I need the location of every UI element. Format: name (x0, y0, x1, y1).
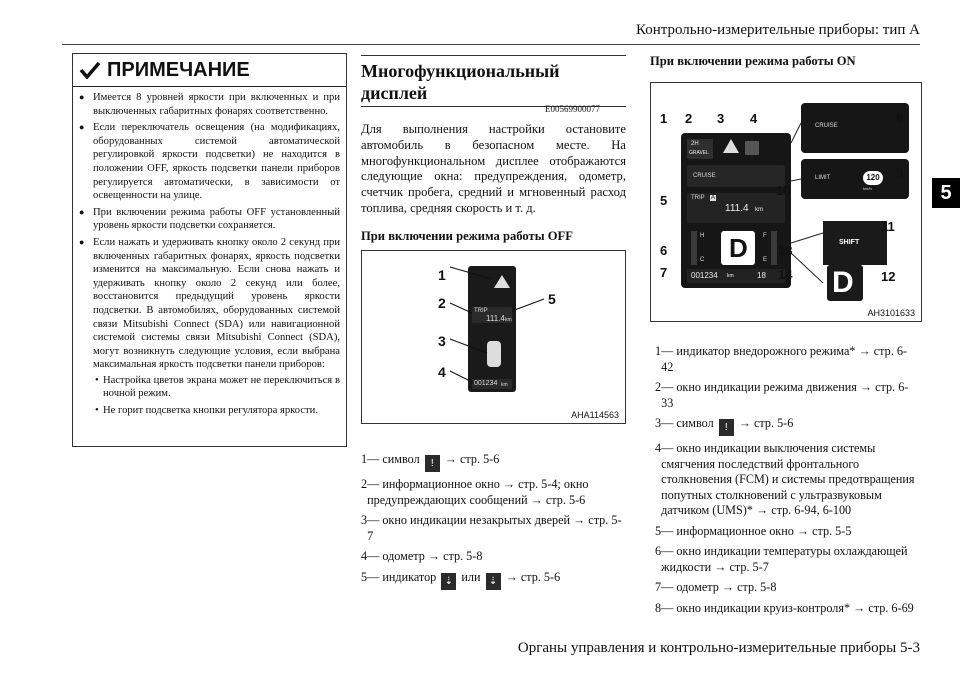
callout: 2 (438, 295, 446, 311)
callout: 9 (896, 165, 904, 180)
drive-mode-label: 2H (691, 141, 699, 147)
warning-icon: ! (425, 455, 440, 472)
legend-text-part: — символ (661, 416, 717, 430)
legend-text (367, 452, 626, 472)
legend-item (655, 524, 917, 540)
limit-value: 120 (863, 171, 883, 185)
legend-item (655, 344, 917, 375)
page-header: Контрольно-измерительные приборы: тип А (635, 22, 920, 38)
legend-text-part: — индикатор (367, 569, 440, 584)
gear-large: D (832, 266, 854, 299)
callout: 14 (778, 267, 793, 282)
legend-item (655, 580, 917, 596)
note-header (73, 54, 346, 87)
legend-num: 5 (361, 569, 368, 584)
callout: 4 (438, 364, 446, 380)
callout: 3 (717, 111, 725, 126)
callout: 12 (881, 269, 896, 284)
note-subitem: • Настройка цветов экрана может не переключиться в ночной режим. (93, 374, 340, 401)
cruise-label: CRUISE (693, 173, 716, 179)
chapter-tab: 5 (932, 178, 960, 208)
fuel-full: F (763, 233, 767, 239)
legend-item (655, 601, 917, 617)
section-code: E00569900077 (545, 104, 600, 114)
legend-num: 4 (655, 441, 662, 455)
figure-code: AHA114563 (571, 410, 619, 420)
callout: 4 (750, 111, 758, 126)
legend-item (361, 513, 626, 544)
legend-num: 2 (655, 380, 662, 394)
callout: 6 (660, 243, 668, 258)
callout: 11 (881, 219, 895, 234)
legend-text: — окно индикации круиз-контроля* → стр. 6-69 (661, 600, 914, 615)
legend-num: 5 (655, 523, 662, 538)
legend-text-part: — символ (367, 452, 423, 466)
gear-indicator: D (729, 233, 748, 263)
trip-value: 111.4 (725, 203, 749, 214)
trip-label: TRIP (474, 308, 488, 314)
callout: 5 (660, 193, 668, 208)
legend-text: — индикатор внедорожного режима* → стр. 6-42 (661, 344, 907, 374)
odo-unit: km (501, 382, 508, 388)
legend-text: — одометр → стр. 5-8 (367, 549, 483, 563)
warning-icon: ! (719, 419, 734, 436)
legend-item (655, 441, 917, 519)
legend-text: — окно индикации температуры охлаждающей жидкости → стр. 5-7 (661, 544, 908, 574)
legend-item (361, 570, 626, 590)
callout: 5 (548, 291, 556, 307)
trip-unit: km (755, 207, 763, 213)
figure-on (650, 82, 922, 322)
legend-text-part: → стр. 5-6 (441, 452, 500, 466)
cruise-window-label: CRUISE (815, 123, 838, 129)
legend-num: 3 (655, 416, 662, 430)
legend-text: — информационное окно → стр. 5-5 (661, 523, 852, 538)
callout: 2 (685, 111, 693, 126)
limit-unit: km/h (863, 186, 872, 191)
legend-num: 8 (655, 600, 662, 615)
legend-text: — окно индикации режима движения → стр. 6-33 (661, 380, 909, 410)
callout: 13 (778, 243, 793, 258)
note-item (79, 236, 340, 418)
subhead-off: При включении режима работы OFF (361, 228, 573, 243)
legend-item (361, 452, 626, 472)
legend-item (361, 477, 626, 508)
legend-num: 1 (361, 452, 368, 466)
trip-letter: A (711, 195, 716, 201)
seatbelt-icon: ⇣ (486, 573, 501, 590)
legend-text: — информационное окно → стр. 5-4; окно предупреждающих сообщений → стр. 5-6 (367, 477, 589, 507)
legend-num: 1 (655, 344, 662, 358)
note-title: ПРИМЕЧАНИЕ (107, 58, 250, 81)
drive-mode-sub: GRAVEL (689, 150, 709, 156)
page-footer: Органы управления и контрольно-измерительные приборы 5-3 (517, 640, 920, 656)
legend-text-part: → стр. 5-6 (502, 569, 561, 584)
legend-num: 4 (361, 549, 368, 563)
legend-num: 7 (655, 580, 662, 594)
legend-on (655, 344, 917, 621)
odo-unit: km (727, 273, 734, 279)
odo-value: 001234 (474, 380, 498, 387)
legend-text-part: → стр. 5-6 (735, 416, 794, 430)
note-item-text: Если нажать и удерживать кнопку около 2 секунд при включенных габаритных фонарях, яркость подсветки изменится на максимальную. Если снова нажать и удерживать кнопку около 2 секунд или более, восстановится предыдущий уровень яркости подсветки. В автомобилях, оборудованных системой связи Mitsubishi Connect (SDA) или навигационной системой системы связи Mitsubishi Connect (SDA), могут возникнуть следующие условия, если выбрана максимальная яркость подсветки панели приборов: (93, 236, 340, 371)
callout: 8 (896, 111, 904, 126)
intro-text (361, 122, 626, 245)
legend-text: — окно индикации незакрытых дверей → стр. 5-7 (367, 513, 622, 543)
note-subitem: • Не горит подсветка кнопки регулятора яркости. (93, 404, 340, 418)
callout: 1 (660, 111, 668, 126)
section-title: Многофункциональный дисплей (361, 55, 626, 107)
legend-num: 6 (655, 544, 662, 558)
legend-text: — одометр → стр. 5-8 (661, 580, 777, 594)
temp-high: H (700, 233, 705, 239)
header-rule (62, 44, 920, 45)
legend-num: 3 (361, 513, 368, 527)
note-box (72, 53, 347, 447)
fuel-empty: E (763, 257, 768, 263)
legend-off (361, 452, 626, 595)
trip-label: TRIP (691, 195, 705, 201)
legend-item (655, 544, 917, 575)
legend-text: — окно индикации выключения системы смягчения последствий фронтального столкновения (FCM) и системы предотвращения попутных столкновений с ультразвуковым датчиком (UMS)* → стр. 6-94, 6-100 (661, 441, 915, 517)
callout: 10 (776, 183, 791, 198)
figure-off (361, 250, 626, 424)
figure-code: AH3101633 (867, 308, 915, 318)
legend-item (655, 380, 917, 411)
odo-value: 001234 (691, 271, 718, 280)
trip-unit: km (505, 317, 512, 323)
limit-label: LIMIT (815, 175, 831, 181)
note-list (73, 87, 346, 418)
legend-num: 2 (361, 477, 368, 491)
callout: 7 (660, 265, 668, 280)
subhead-on: При включении режима работы ON (650, 54, 856, 68)
callout: 1 (438, 267, 446, 283)
legend-text (661, 416, 917, 436)
shift-label: SHIFT (839, 239, 860, 246)
seatbelt-icon: ⇣ (441, 573, 456, 590)
note-item: ● Имеется 8 уровней яркости при включенных и при выключенных габаритных фонарях соответственно. (79, 91, 340, 118)
temp-low: C (700, 257, 705, 263)
cluster-off-illustration (362, 251, 625, 423)
note-item: ● При включении режима работы OFF установленный уровень яркости подсветки сохраняется. (79, 206, 340, 233)
legend-text (367, 570, 626, 590)
note-sublist (93, 374, 340, 418)
temp-value: 18 (757, 271, 766, 280)
legend-item (655, 416, 917, 436)
pencil-icon (79, 61, 101, 79)
legend-item (361, 549, 626, 565)
legend-text-part: или (458, 569, 484, 584)
trip-value: 111.4 (486, 314, 505, 323)
callout: 3 (438, 333, 446, 349)
intro-paragraph: Для выполнения настройки остановите автомобиль в безопасном месте. На многофункциональном дисплее отображаются следующие окна: предупреждения, одометр, счетчик пробега, средний и мгновенный расход топлива, средняя скорость и т. д. (361, 122, 626, 215)
note-item: ● Если переключатель освещения (на модификациях, оборудованных системой автоматической регулировкой яркости подсветки) не находится в положении OFF, яркость подсветки панели приборов регулируется автоматически, в зависимости от освещенности на улице. (79, 121, 340, 203)
